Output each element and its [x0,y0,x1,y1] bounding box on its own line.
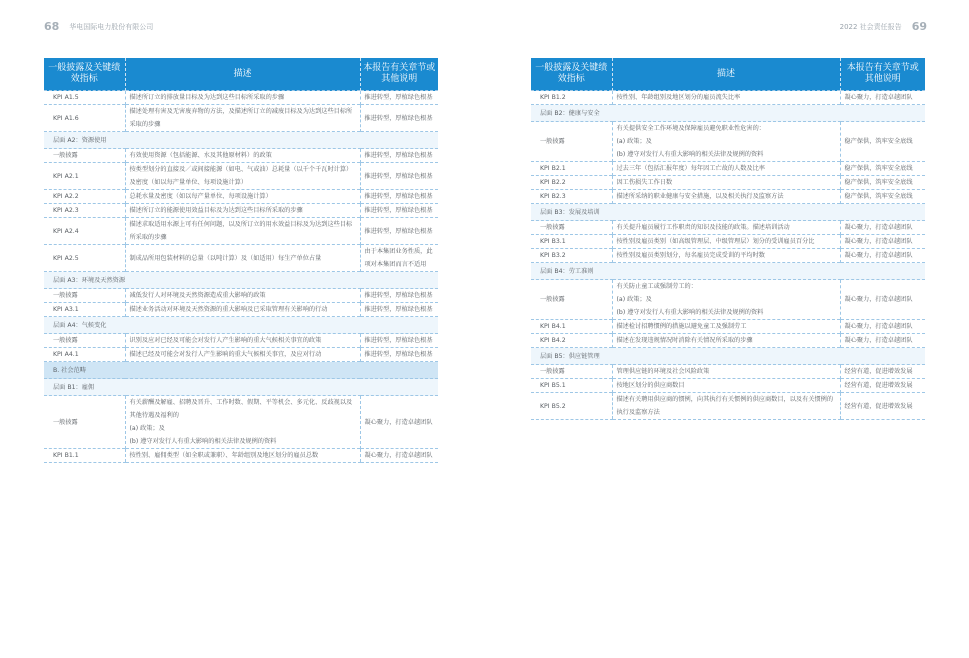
description-cell: 按地区划分的供应商数目 [612,379,840,393]
indicator-cell: KPI B1.1 [44,449,125,463]
section-cell: 经营有道，促进增效发展 [840,393,925,420]
section-row [44,379,438,396]
description-cell: 描述有关聘用供应商的惯例，向其执行有关惯例的供应商数目，以及有关惯例的执行及监察方法 [612,393,840,420]
section-cell: 稳产保供，筑牢安全底线 [840,176,925,190]
section-cell: 凝心聚力，打造卓越团队 [840,235,925,249]
section-cell: 推进转型，厚植绿色根基 [360,190,438,204]
page-header-left [44,20,153,33]
description-cell: 描述所采纳的职业健康与安全措施，以及相关执行及监察方法 [612,190,840,204]
section-cell: 经营有道，促进增效发展 [840,379,925,393]
section-label: 层面 A4：气候变化 [44,317,438,334]
table-row [531,190,925,204]
indicator-cell: 一般披露 [531,122,612,162]
page-header-right [840,20,927,33]
table-row [531,334,925,348]
section-cell: 凝心聚力，打造卓越团队 [840,91,925,105]
indicator-cell: KPI B3.1 [531,235,612,249]
section-row [44,132,438,149]
table-row [44,204,438,218]
indicator-cell: KPI B4.2 [531,334,612,348]
section-cell: 稳产保供，筑牢安全底线 [840,122,925,162]
description-cell: 描述所订立的排放量目标及为达到这些目标所采取的步骤 [125,91,360,105]
table-row [531,280,925,320]
section-row [531,105,925,122]
category-label: B. 社会范畴 [44,362,438,379]
column-header-indicator: 一般披露及关键绩效指标 [44,58,125,91]
indicator-cell: KPI B2.2 [531,176,612,190]
table-row [531,320,925,334]
column-header-indicator: 一般披露及关键绩效指标 [531,58,612,91]
table-row [44,218,438,245]
indicator-cell: KPI A1.6 [44,105,125,132]
section-cell: 凝心聚力，打造卓越团队 [840,280,925,320]
description-cell: 描述检讨招聘惯例的措施以避免童工及强制劳工 [612,320,840,334]
section-cell: 凝心聚力，打造卓越团队 [840,249,925,263]
table-row [531,162,925,176]
indicator-cell: KPI B5.1 [531,379,612,393]
section-label: 层面 B2：健康与安全 [531,105,925,122]
description-cell: 识别及应对已经及可能会对发行人产生影响的重大气候相关事宜的政策 [125,334,360,348]
description-cell: 有效使用资源（包括能源、水及其他原材料）的政策 [125,149,360,163]
indicator-cell: KPI A2.1 [44,163,125,190]
indicator-cell: KPI A3.1 [44,303,125,317]
section-cell: 推进转型，厚植绿色根基 [360,218,438,245]
indicator-cell: 一般披露 [44,396,125,449]
indicator-cell: KPI A2.4 [44,218,125,245]
table-row [44,245,438,272]
indicator-cell: 一般披露 [531,365,612,379]
section-label: 层面 B4：劳工准则 [531,263,925,280]
indicator-cell: 一般披露 [44,334,125,348]
category-row [44,362,438,379]
description-cell: 有关薪酬及解雇、招聘及晋升、工作时数、假期、平等机会、多元化、反歧视以及其他待遇及福利的 (a) 政策；及 (b) 遵守对发行人有重大影响的相关法律及规例的资料 [125,396,360,449]
table-row [531,393,925,420]
section-label: 层面 B3：发展及培训 [531,204,925,221]
table-row [531,221,925,235]
indicator-cell: KPI B1.2 [531,91,612,105]
indicator-cell: KPI A2.3 [44,204,125,218]
table-row [531,249,925,263]
indicator-cell: KPI A2.5 [44,245,125,272]
description-cell: 按类型划分的直接及／或间接能源（如电、气或油）总耗量（以千个千瓦时计算）及密度（如以每产量单位、每项设施计算） [125,163,360,190]
description-cell: 描述已经及可能会对发行人产生影响的重大气候相关事宜，及应对行动 [125,348,360,362]
description-cell: 描述在发现违规情况时消除有关情况所采取的步骤 [612,334,840,348]
indicator-cell: 一般披露 [44,289,125,303]
section-cell: 经营有道，促进增效发展 [840,365,925,379]
section-label: 层面 B1：雇佣 [44,379,438,396]
table-row [44,105,438,132]
description-cell: 按性别、雇佣类型（如全职或兼职）、年龄组别及地区划分的雇员总数 [125,449,360,463]
section-row [44,317,438,334]
section-cell: 凝心聚力，打造卓越团队 [360,396,438,449]
description-cell: 描述所订立的能源使用效益目标及为达到这些目标所采取的步骤 [125,204,360,218]
table-row [44,449,438,463]
indicator-cell: KPI B5.2 [531,393,612,420]
indicator-cell: KPI B4.1 [531,320,612,334]
table-row [44,396,438,449]
company-name: 华电国际电力股份有限公司 [69,22,154,31]
section-cell: 由于本集团业务性质，此项对本集团而言不适用 [360,245,438,272]
index-table-left [44,58,438,463]
indicator-cell: KPI A2.2 [44,190,125,204]
description-cell: 描述求取适用水源上可有任何问题，以及所订立的用水效益目标及为达到这些目标所采取的步骤 [125,218,360,245]
table-row [44,149,438,163]
column-header-description: 描述 [125,58,360,91]
section-cell: 推进转型，厚植绿色根基 [360,348,438,362]
description-cell: 总耗水量及密度（如以每产量单位、每项设施计算） [125,190,360,204]
index-table-right [531,58,925,420]
description-cell: 按性别及雇员类别（如高级管理层、中级管理层）划分的受训雇员百分比 [612,235,840,249]
table-row [531,379,925,393]
description-cell: 按性别及雇员类别划分，每名雇员完成受训的平均时数 [612,249,840,263]
table-row [44,163,438,190]
section-cell: 推进转型，厚植绿色根基 [360,91,438,105]
table-row [531,176,925,190]
section-cell: 凝心聚力，打造卓越团队 [840,320,925,334]
indicator-cell: 一般披露 [531,280,612,320]
section-cell: 凝心聚力，打造卓越团队 [840,221,925,235]
section-cell: 推进转型，厚植绿色根基 [360,334,438,348]
section-label: 层面 B5：供应链管理 [531,348,925,365]
description-cell: 减低发行人对环境及天然资源造成重大影响的政策 [125,289,360,303]
table-row [44,303,438,317]
section-cell: 推进转型，厚植绿色根基 [360,204,438,218]
table-row [44,190,438,204]
table-row [44,334,438,348]
description-cell: 按性别、年龄组别及地区划分的雇员流失比率 [612,91,840,105]
indicator-cell: KPI A1.5 [44,91,125,105]
indicator-cell: KPI A4.1 [44,348,125,362]
section-row [531,348,925,365]
indicator-cell: KPI B3.2 [531,249,612,263]
section-row [531,204,925,221]
table-row [531,122,925,162]
section-cell: 凝心聚力，打造卓越团队 [360,449,438,463]
description-cell: 有关提供安全工作环境及保障雇员避免职业性危害的： (a) 政策；及 (b) 遵守对发行人有重大影响的相关法律及规例的资料 [612,122,840,162]
page-number: 69 [911,20,927,33]
indicator-cell: KPI B2.3 [531,190,612,204]
section-label: 层面 A3：环境及天然资源 [44,272,438,289]
section-cell: 推进转型，厚植绿色根基 [360,303,438,317]
description-cell: 管理供应链的环境及社会风险政策 [612,365,840,379]
section-row [531,263,925,280]
table-row [531,235,925,249]
section-cell: 凝心聚力，打造卓越团队 [840,334,925,348]
section-label: 层面 A2：资源使用 [44,132,438,149]
description-cell: 制成品所用包装材料的总量（以吨计算）及（如适用）每生产单位占量 [125,245,360,272]
section-row [44,272,438,289]
table-row [531,365,925,379]
description-cell: 描述业务活动对环境及天然资源的重大影响及已采取管理有关影响的行动 [125,303,360,317]
description-cell: 有关提升雇员履行工作职责的知识及技能的政策。描述培训活动 [612,221,840,235]
description-cell: 有关防止童工或强制劳工的： (a) 政策；及 (b) 遵守对发行人有重大影响的相关法律及规例的资料 [612,280,840,320]
indicator-cell: KPI B2.1 [531,162,612,176]
section-cell: 推进转型，厚植绿色根基 [360,163,438,190]
section-cell: 推进转型，厚植绿色根基 [360,149,438,163]
column-header-section: 本报告有关章节或其他说明 [840,58,925,91]
table-row [531,91,925,105]
report-title: 2022 社会责任报告 [839,22,902,31]
column-header-section: 本报告有关章节或其他说明 [360,58,438,91]
section-cell: 稳产保供，筑牢安全底线 [840,162,925,176]
description-cell: 描述处理有害及无害废弃物的方法，及描述所订立的减废目标及为达到这些目标所采取的步骤 [125,105,360,132]
table-row [44,91,438,105]
description-cell: 过去三年（包括汇报年度）每年因工亡故的人数及比率 [612,162,840,176]
section-cell: 推进转型，厚植绿色根基 [360,105,438,132]
table-row [44,289,438,303]
description-cell: 因工伤损失工作日数 [612,176,840,190]
column-header-description: 描述 [612,58,840,91]
table-row [44,348,438,362]
indicator-cell: 一般披露 [531,221,612,235]
page-number: 68 [44,20,60,33]
section-cell: 稳产保供，筑牢安全底线 [840,190,925,204]
indicator-cell: 一般披露 [44,149,125,163]
section-cell: 推进转型，厚植绿色根基 [360,289,438,303]
